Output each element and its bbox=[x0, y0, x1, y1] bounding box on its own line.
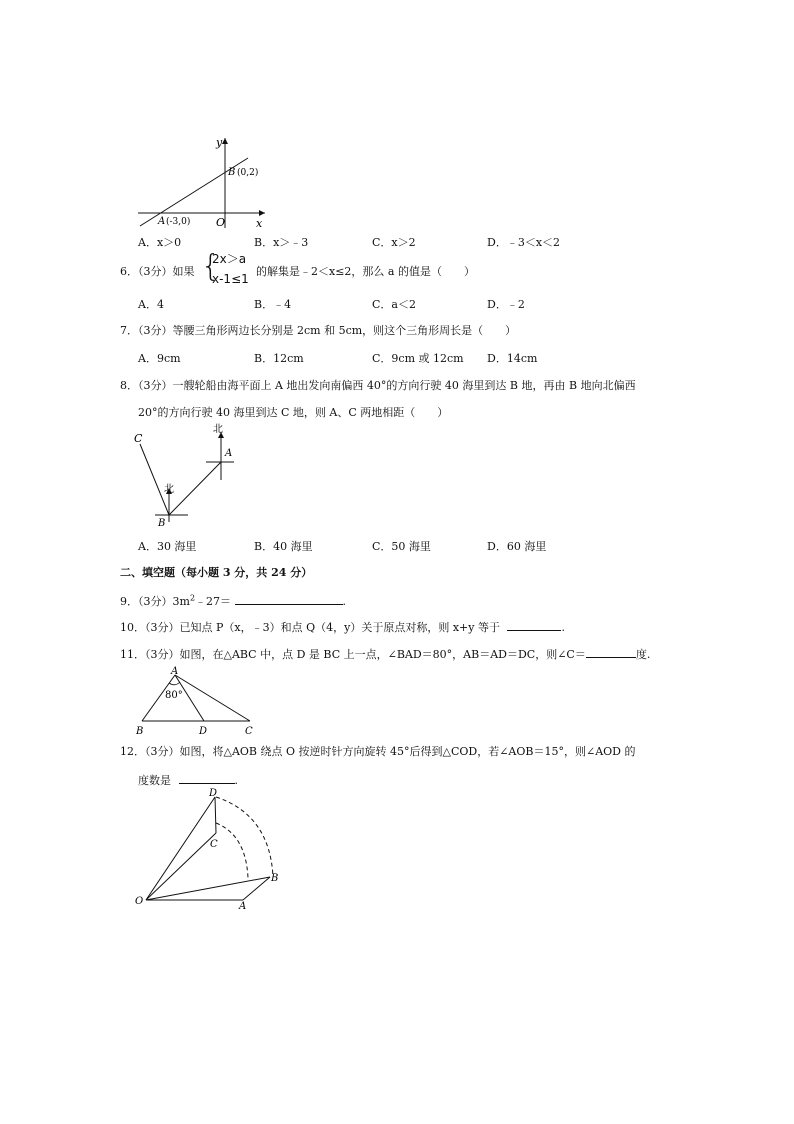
vertex-c-label: C bbox=[245, 726, 253, 736]
q12-end: . bbox=[234, 774, 238, 787]
q12-answer-blank[interactable] bbox=[179, 773, 235, 784]
q6-system-line1: 2x＞a bbox=[212, 252, 247, 266]
q6-system-brace: { bbox=[201, 249, 221, 284]
point-o-label: O bbox=[135, 896, 144, 907]
q5-option-c: C．x＞2 bbox=[372, 236, 416, 249]
q7-option-c: C．9cm 或 12cm bbox=[372, 352, 464, 365]
north-label-b: 北 bbox=[164, 484, 174, 495]
vertex-d-label: D bbox=[199, 726, 208, 736]
q7-option-b: B．12cm bbox=[254, 352, 304, 365]
angle-label: 80° bbox=[165, 690, 183, 701]
q6-option-b: B．﹣4 bbox=[254, 298, 292, 311]
q11-line bbox=[120, 646, 650, 662]
q8-option-c: C．50 海里 bbox=[372, 540, 431, 553]
q10-answer-blank[interactable] bbox=[507, 620, 561, 631]
point-a-coord: (-3,0) bbox=[166, 217, 191, 227]
origin-label: O bbox=[216, 216, 226, 229]
point-b-label: B bbox=[158, 518, 166, 529]
point-b-label: B bbox=[271, 873, 279, 884]
q9-suffix: ﹣27＝ bbox=[195, 595, 232, 608]
q8-text-line1: 8．（3分）一艘轮船由海平面上 A 地出发向南偏西 40°的方向行驶 40 海里到达 B 地，再由 B 地向北偏西 bbox=[120, 379, 636, 392]
q10-text: 10．（3分）已知点 P（x，﹣3）和点 Q（4，y）关于原点对称，则 x+y 等于 bbox=[120, 621, 500, 634]
q5-graph-figure bbox=[130, 130, 280, 230]
point-a-label: A bbox=[158, 216, 166, 227]
point-a-label: A bbox=[225, 448, 233, 459]
q11-triangle-figure bbox=[132, 664, 262, 736]
x-axis-label: x bbox=[256, 217, 263, 230]
point-b-coord: (0,2) bbox=[237, 168, 259, 178]
q10-end: . bbox=[561, 621, 565, 634]
q6-option-d: D．﹣2 bbox=[487, 298, 525, 311]
q8-option-d: D．60 海里 bbox=[487, 540, 547, 553]
vertex-b-label: B bbox=[136, 726, 144, 736]
q9-prefix: 9．（3分）3m bbox=[120, 595, 190, 608]
y-axis-label: y bbox=[216, 136, 223, 149]
q10-line bbox=[120, 619, 565, 635]
point-a-label: A bbox=[239, 901, 247, 910]
q11-answer-blank[interactable] bbox=[586, 647, 636, 658]
q9-line bbox=[120, 593, 346, 609]
q8-text-line2: 20°的方向行驶 40 海里到达 C 地，则 A、C 两地相距（ ） bbox=[138, 406, 449, 419]
q5-option-a: A．x＞0 bbox=[138, 236, 182, 249]
point-b-label: B bbox=[228, 167, 236, 178]
q8-option-a: A．30 海里 bbox=[138, 540, 197, 553]
q9-answer-blank[interactable] bbox=[235, 594, 343, 605]
point-c-label: C bbox=[134, 432, 143, 445]
vertex-a-label: A bbox=[171, 666, 179, 677]
q5-option-b: B．x＞﹣3 bbox=[254, 236, 309, 249]
q9-exponent: 2 bbox=[189, 593, 196, 603]
q7-text: 7．（3分）等腰三角形两边长分别是 2cm 和 5cm，则这个三角形周长是（ ） bbox=[120, 324, 517, 337]
q11-unit: 度. bbox=[635, 648, 651, 661]
q7-option-d: D．14cm bbox=[487, 352, 538, 365]
q7-option-a: A．9cm bbox=[138, 352, 181, 365]
q6-prefix: 6．（3分）如果 bbox=[120, 265, 195, 278]
q6-option-c: C．a＜2 bbox=[372, 298, 416, 311]
q9-end: . bbox=[342, 595, 347, 608]
q12-rotation-figure bbox=[130, 785, 290, 910]
q5-option-d: D．﹣3＜x＜2 bbox=[487, 236, 561, 249]
section-title: 二、填空题（每小题 3 分，共 24 分） bbox=[120, 566, 313, 579]
q8-bearing-figure bbox=[128, 420, 258, 530]
q11-text: 11．（3分）如图，在△ABC 中，点 D 是 BC 上一点，∠BAD＝80°，AB＝AD＝DC，则∠C＝ bbox=[120, 648, 586, 661]
q6-system-line2: x-1≤1 bbox=[212, 272, 249, 286]
q6-option-a: A．4 bbox=[138, 298, 164, 311]
point-d-label: D bbox=[209, 788, 218, 799]
q12-text-line1: 12．（3分）如图，将△AOB 绕点 O 按逆时针方向旋转 45°后得到△COD，若∠AOB＝15°，则∠AOD 的 bbox=[120, 745, 636, 758]
q12-text-line2: 度数是 bbox=[138, 774, 171, 787]
point-c-label: C bbox=[210, 839, 218, 850]
q6-suffix: 的解集是﹣2＜x≤2，那么 a 的值是（ ） bbox=[256, 265, 475, 278]
north-label-a: 北 bbox=[213, 424, 223, 435]
q8-option-b: B．40 海里 bbox=[254, 540, 313, 553]
